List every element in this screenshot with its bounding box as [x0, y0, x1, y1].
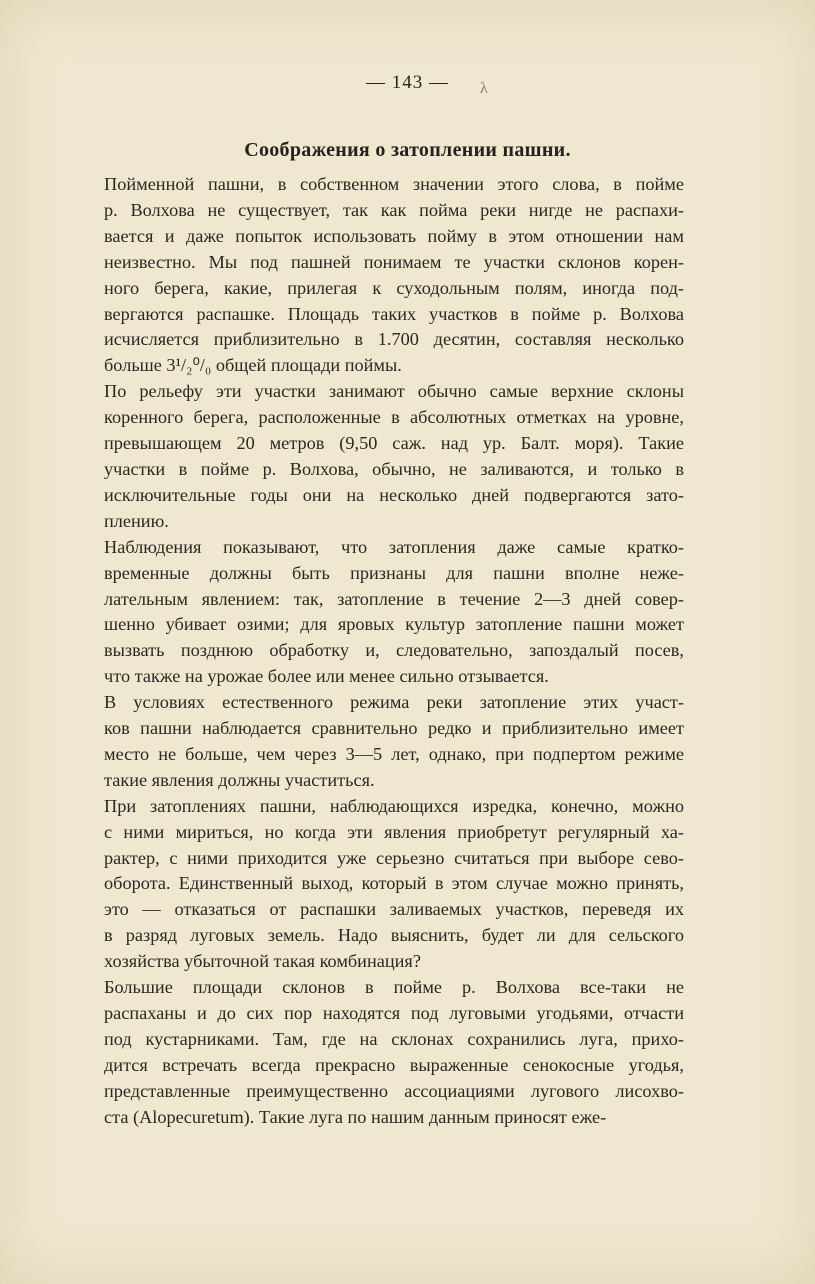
text-line: оборота. Единственный выход, который в этом случае можно принять,: [104, 873, 684, 894]
text-line: вергаются распашке. Площадь таких участков в пойме р. Волхова: [104, 303, 684, 324]
text-line: представленные преимущественно ассоциациями лугового лисохво-: [104, 1080, 684, 1101]
text-line: неизвестно. Мы под пашней понимаем те участки склонов корен-: [104, 251, 684, 272]
text-line: в разряд луговых земель. Надо выяснить, будет ли для сельского: [104, 925, 684, 946]
text-line: ков пашни наблюдается сравнительно редко и приблизительно имеет: [104, 718, 684, 739]
text-line: превышающем 20 метров (9,50 саж. над ур. Балт. моря). Такие: [104, 433, 684, 454]
text-line: р. Волхова не существует, так как пойма реки нигде не распахи-: [104, 199, 684, 220]
text-line: под кустарниками. Там, где на склонах сохранились луга, прихо-: [104, 1028, 684, 1049]
text-line: В условиях естественного режима реки затопление этих участ-: [104, 692, 684, 713]
text-line: что также на урожае более или менее сильно отзывается.: [104, 666, 549, 687]
text-line: шенно убивает озими; для яровых культур затопление пашни может: [104, 614, 684, 635]
text-line: временные должны быть признаны для пашни вполне неже-: [104, 562, 684, 583]
text-line: лательным явлением: так, затопление в течение 2—3 дней совер-: [104, 588, 684, 609]
text-line: исключительные годы они на несколько дней подвергаются зато-: [104, 484, 684, 505]
text-line: это — отказаться от распашки заливаемых участков, переведя их: [104, 899, 684, 920]
text-line: плению.: [104, 510, 169, 531]
text-line: больше 3¹/₂⁰/₀ общей площади поймы.: [104, 355, 402, 376]
text-line: ного берега, какие, прилегая к суходольным полям, иногда под-: [104, 277, 684, 298]
paragraph: [104, 172, 684, 379]
text-line: Наблюдения показывают, что затопления даже самые кратко-: [104, 536, 684, 557]
text-line: с ними мириться, но когда эти явления приобретут регулярный ха-: [104, 821, 684, 842]
text-line: ста (Alopecuretum). Такие луга по нашим данным приносят еже-: [104, 1106, 607, 1127]
text-line: По рельефу эти участки занимают обычно самые верхние склоны: [104, 381, 684, 402]
text-line: распаханы и до сих пор находятся под луговыми угодьями, отчасти: [104, 1003, 684, 1023]
text-line: Пойменной пашни, в собственном значении этого слова, в пойме: [104, 174, 684, 194]
paragraph: [104, 535, 684, 690]
text-line: хозяйства убыточной такая комбинация?: [104, 951, 421, 972]
paragraph: [104, 379, 684, 534]
page-number: — 143 —: [366, 72, 449, 93]
paragraph: [104, 690, 684, 794]
paragraph: [104, 975, 684, 1130]
pencil-mark: λ: [480, 80, 488, 97]
body-text: [104, 172, 684, 1131]
text-line: вызвать позднюю обработку и, следовательно, запоздалый посев,: [104, 640, 684, 661]
text-line: Большие площади склонов в пойме р. Волхова все-таки не: [104, 977, 684, 998]
text-line: исчисляется приблизительно в 1.700 десятин, составляя несколько: [104, 329, 684, 350]
text-line: участки в пойме р. Волхова, обычно, не заливаются, и только в: [104, 458, 684, 479]
text-line: вается и даже попыток использовать пойму в этом отношении нам: [104, 225, 684, 246]
text-line: такие явления должны участиться.: [104, 769, 375, 790]
text-line: При затоплениях пашни, наблюдающихся изредка, конечно, можно: [104, 795, 684, 816]
text-line: дится встречать всегда прекрасно выраженные сенокосные угодья,: [104, 1054, 684, 1075]
text-line: место не больше, чем через 3—5 лет, однако, при подпертом режиме: [104, 743, 684, 764]
section-title: Соображения о затоплении пашни.: [244, 139, 571, 161]
text-line: рактер, с ними приходится уже серьезно считаться при выборе сево-: [104, 847, 684, 868]
paragraph: [104, 794, 684, 975]
text-line: коренного берега, расположенные в абсолютных отметках на уровне,: [104, 407, 684, 428]
